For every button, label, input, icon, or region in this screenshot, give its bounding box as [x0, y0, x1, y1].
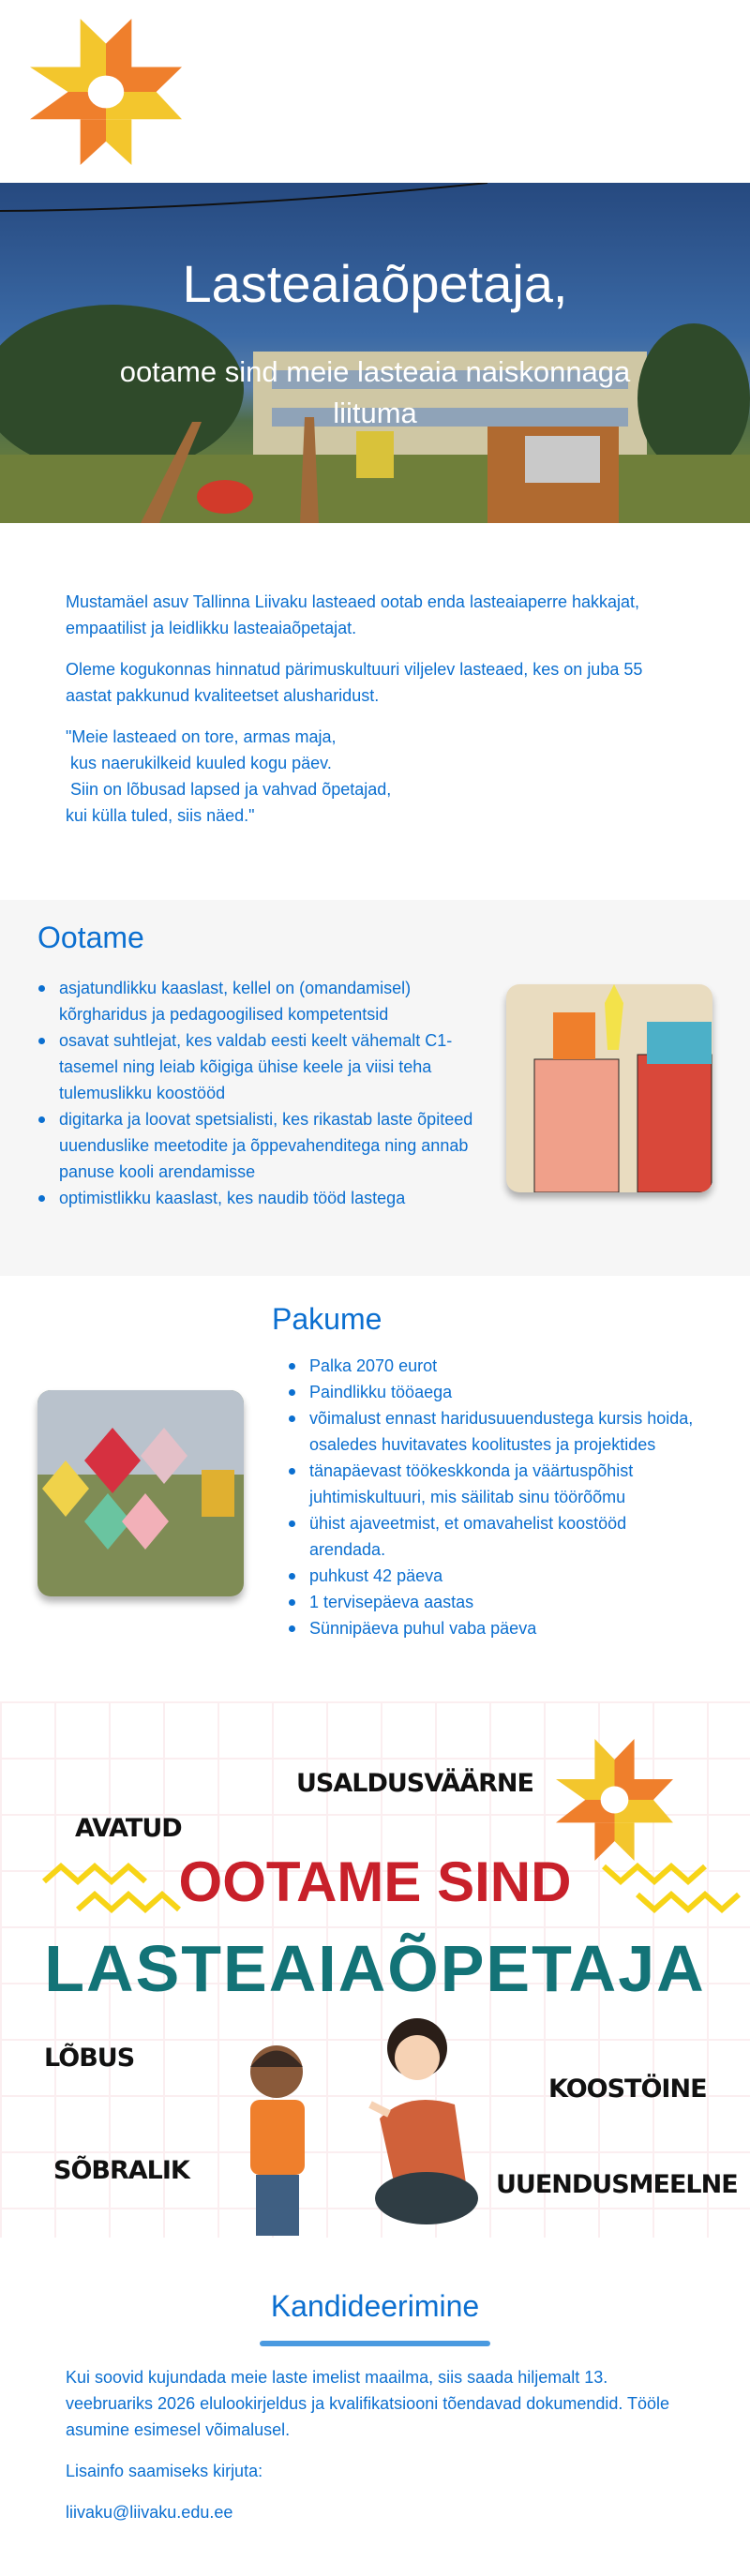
intro-section: [66, 589, 666, 844]
list-item: optimistlikku kaaslast, kes naudib tööd lastega: [33, 1185, 478, 1211]
poster-word: AVATUD: [75, 1814, 182, 1843]
list-item: ühist ajaveetmist, et omavahelist koostööd arendada.: [283, 1510, 696, 1563]
pakume-list: [283, 1353, 696, 1641]
poster-word: LÕBUS: [44, 2044, 135, 2073]
hero-title: Lasteaiaõpetaja,: [182, 254, 568, 313]
star-icon: [556, 1739, 673, 1861]
intro-paragraph: Oleme kogukonnas hinnatud pärimuskultuuri viljelev lasteaed, kes on juba 55 aastat pakkunud kvaliteetset alusharidust.: [66, 660, 643, 705]
pakume-section: [0, 1276, 750, 1701]
recruitment-poster: [0, 1701, 750, 2238]
intro-quote: [66, 724, 666, 829]
list-item: puhkust 42 päeva: [283, 1563, 696, 1589]
heading-underline: [260, 2341, 490, 2346]
poster-word: SÕBRALIK: [53, 2156, 189, 2185]
list-item: Sünnipäeva puhul vaba päeva: [283, 1615, 696, 1641]
list-item: võimalust ennast haridusuuendustega kursis hoida, osaledes huvitavates koolitustes ja projektides: [283, 1405, 696, 1458]
list-item: Paindlikku tööaega: [283, 1379, 696, 1405]
teacher-child-illustration: [239, 2015, 511, 2238]
apply-text: Kui soovid kujundada meie laste imelist maailma, siis saada hiljemalt 13. veebruariks 2026 elulookirjeldus ja kvalifikatsiooni tõendavad dokumendid. Tööle asumine esimesel võimalusel.: [66, 2368, 670, 2439]
logo-star-icon[interactable]: [30, 19, 182, 165]
quote-line: "Meie lasteaed on tore, armas maja,: [66, 727, 337, 746]
hero-subtitle: ootame sind meie lasteaia naiskonnaga liituma: [119, 355, 631, 429]
quote-line: kus naerukilkeid kuuled kogu päev.: [66, 754, 332, 772]
ootame-section: [0, 900, 750, 1276]
quote-line: Siin on lõbusad lapsed ja vahvad õpetajad,: [66, 780, 392, 799]
poster-headline: OOTAME SIND: [178, 1850, 572, 1913]
poster-subheadline: LASTEAIAÕPETAJA: [44, 1932, 706, 2005]
quote-line: kui külla tuled, siis näed.": [66, 806, 255, 825]
email-link[interactable]: liivaku@liivaku.edu.ee: [66, 2503, 233, 2522]
apply-info: Lisainfo saamiseks kirjuta:: [66, 2462, 263, 2480]
apply-heading: Kandideerimine: [270, 2289, 480, 2323]
list-item: osavat suhtlejat, kes valdab eesti keelt vähemalt C1-tasemel ning leiab kõigiga ühise keele ja viisi teha tulemuslikku koostööd: [33, 1027, 478, 1106]
ootame-heading: Ootame: [38, 921, 144, 954]
ootame-list: [33, 975, 478, 1211]
apply-section: [0, 2238, 750, 2576]
list-item: digitarka ja loovat spetsialisti, kes rikastab laste õpiteed uuenduslike meetodite ja õppevahenditega ning annab panuse kooli arendamisse: [33, 1106, 478, 1185]
children-kites-image: [38, 1390, 244, 1596]
poster-word: KOOSTÖINE: [548, 2074, 707, 2104]
list-item: asjatundlikku kaaslast, kellel on (omandamisel) kõrgharidus ja pedagoogilised kompetentsid: [33, 975, 478, 1027]
poster-word: UUENDUSMEELNE: [496, 2170, 738, 2199]
hero-banner: [0, 183, 750, 523]
list-item: 1 tervisepäeva aastas: [283, 1589, 696, 1615]
pakume-heading: Pakume: [272, 1302, 382, 1336]
intro-paragraph: Mustamäel asuv Tallinna Liivaku lasteaed ootab enda lasteaiaperre hakkajat, empaatilist ja leidlikku lasteaiaõpetajat.: [66, 592, 640, 637]
list-item: Palka 2070 eurot: [283, 1353, 696, 1379]
poster-word: USALDUSVÄÄRNE: [296, 1769, 533, 1798]
list-item: tänapäevast töökeskkonda ja väärtuspõhist juhtimiskultuuri, mis säilitab sinu töörõõmu: [283, 1458, 696, 1510]
children-drawing-image: [506, 984, 712, 1192]
